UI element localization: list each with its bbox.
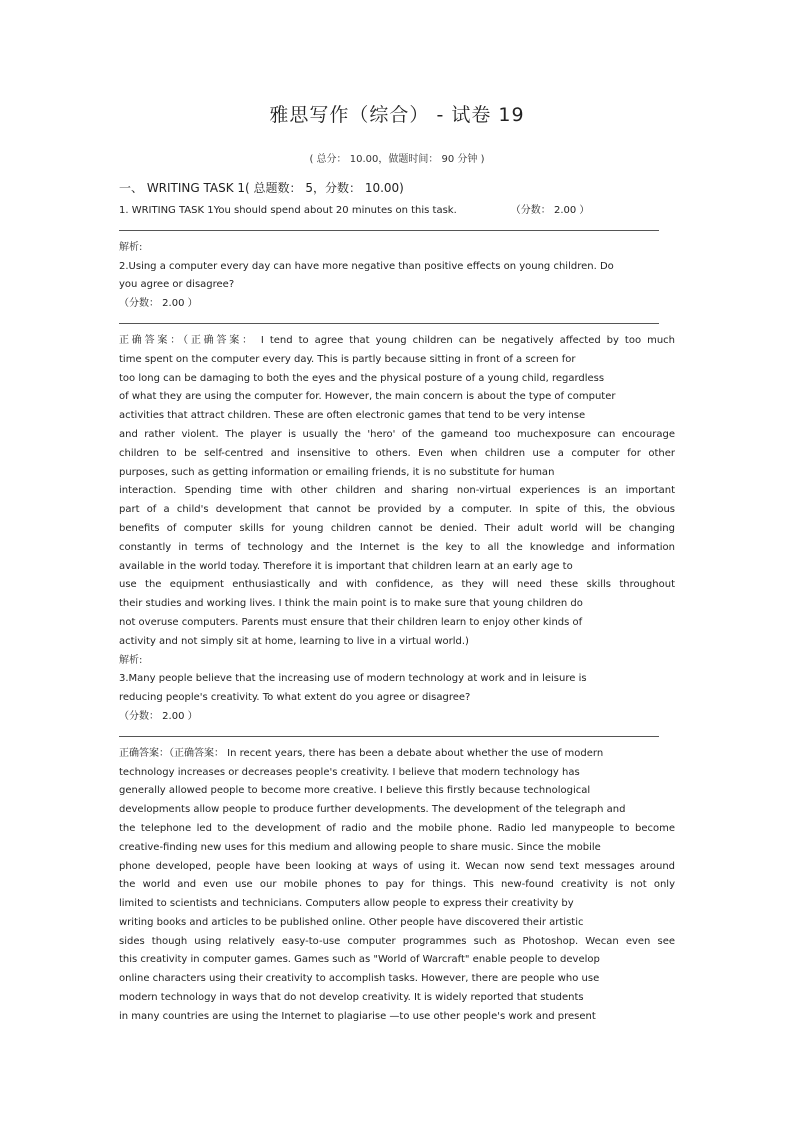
answer-line: too long can be damaging to both the eyes and the physical posture of a young child, regardless xyxy=(119,372,605,384)
answer-line: benefits of computer skills for young children cannot be denied. Their adult world will be changing xyxy=(119,522,675,534)
question-3-line: 3.Many people believe that the increasing use of modern technology at work and in leisure is xyxy=(119,673,587,685)
answer-line: generally allowed people to become more creative. I believe this firstly because technological xyxy=(119,785,591,797)
answer-line: limited to scientists and technicians. Computers allow people to express their creativity by xyxy=(119,898,574,910)
question-2-line: 2.Using a computer every day can have more negative than positive effects on young children. Do xyxy=(119,260,614,272)
answer-line: use the equipment enthusiastically and with confidence, as they will need these skills throughout xyxy=(119,579,675,591)
question-1 xyxy=(119,202,675,258)
answer-line: interaction. Spending time with other children and sharing non-virtual experiences is an important xyxy=(119,485,675,497)
answer-line: developments allow people to produce further developments. The development of the telegraph and xyxy=(119,804,626,816)
answer-line: the telephone led to the development of radio and the mobile phone. Radio led manypeople to become xyxy=(119,822,675,834)
answer-line: online characters using their creativity to accomplish tasks. However, there are people who use xyxy=(119,973,600,985)
question-2 xyxy=(119,258,675,671)
answer-line: time spent on the computer every day. This is partly because sitting in front of a screen for xyxy=(119,353,576,365)
exam-content xyxy=(119,178,675,1027)
question-3-answer xyxy=(119,745,675,1027)
question-3-line: reducing people's creativity. To what extent do you agree or disagree? xyxy=(119,692,471,704)
question-1-text: 1. WRITING TASK 1You should spend about 20 minutes on this task. xyxy=(119,205,457,216)
answer-line: in many countries are using the Internet to plagiarise —to use other people's work and present xyxy=(119,1010,596,1022)
exam-meta: ( 总分： 10.00，做题时间： 90 分钟 ) xyxy=(309,154,485,165)
answer-line: 正确答案：（正确答案： I tend to agree that young children can be negatively affected by too much xyxy=(119,334,675,346)
question-1-score: （分数： 2.00 ） xyxy=(510,205,590,216)
answer-line: the world and even use our mobile phones to pay for things. This new-found creativity is not only xyxy=(119,879,675,891)
question-3 xyxy=(119,670,675,1026)
question-3-score: （分数： 2.00 ） xyxy=(119,710,198,722)
answer-line: phone developed, people have been looking at ways of using it. Wecan now send text messages around xyxy=(119,860,675,872)
answer-line: activities that attract children. These are often electronic games that tend to be very intense xyxy=(119,410,586,422)
answer-line: available in the world today. Therefore it is important that children learn at an early age to xyxy=(119,560,573,572)
answer-line: creative-finding new uses for this medium and allowing people to share music. Since the mobile xyxy=(119,841,601,853)
answer-line: activity and not simply sit at home, learning to live in a virtual world.) xyxy=(119,635,469,647)
answer-line: technology increases or decreases people's creativity. I believe that modern technology has xyxy=(119,766,580,778)
divider-rule xyxy=(119,736,659,737)
answer-line: writing books and articles to be published online. Other people have discovered their artistic xyxy=(119,916,584,928)
divider-rule xyxy=(119,323,659,324)
answer-line: constantly in terms of technology and the Internet is the key to all the knowledge and information xyxy=(119,541,675,553)
answer-line: 正确答案：（正确答案： In recent years, there has been a debate about whether the use of modern xyxy=(119,747,604,759)
answer-line: purposes, such as getting information or emailing friends, it is no substitute for human xyxy=(119,466,555,478)
answer-line: their studies and working lives. I think the main point is to make sure that young children do xyxy=(119,598,583,610)
divider-rule xyxy=(119,230,659,231)
answer-line: sides though using relatively easy-to-use computer programmes such as Photoshop. Wecan even see xyxy=(119,935,675,947)
question-2-answer xyxy=(119,332,675,652)
answer-line: not overuse computers. Parents must ensure that their children learn to enjoy other kinds of xyxy=(119,616,583,628)
question-2-line: you agree or disagree? xyxy=(119,279,235,291)
answer-line: modern technology in ways that do not develop creativity. It is widely reported that students xyxy=(119,992,584,1004)
question-1-line xyxy=(119,202,675,221)
section-heading: 一、 WRITING TASK 1( 总题数： 5，分数： 10.00) xyxy=(119,181,404,195)
answer-line: of what they are using the computer for. However, the main concern is about the type of computer xyxy=(119,391,616,403)
question-2-analysis: 解析: xyxy=(119,654,143,666)
question-2-score: （分数： 2.00 ） xyxy=(119,298,198,310)
answer-line: this creativity in computer games. Games such as "World of Warcraft" enable people to develop xyxy=(119,954,600,966)
answer-line: and rather violent. The player is usually the 'hero' of the gameand too muchexposure can encourage xyxy=(119,428,675,440)
page-title: 雅思写作（综合） - 试卷 19 xyxy=(269,104,525,126)
question-1-analysis: 解析: xyxy=(119,241,143,253)
answer-line: part of a child's development that cannot be provided by a computer. In spite of this, the obvious xyxy=(119,504,675,516)
answer-line: children to be self-centred and insensitive to others. Even when children use a computer for other xyxy=(119,447,675,459)
